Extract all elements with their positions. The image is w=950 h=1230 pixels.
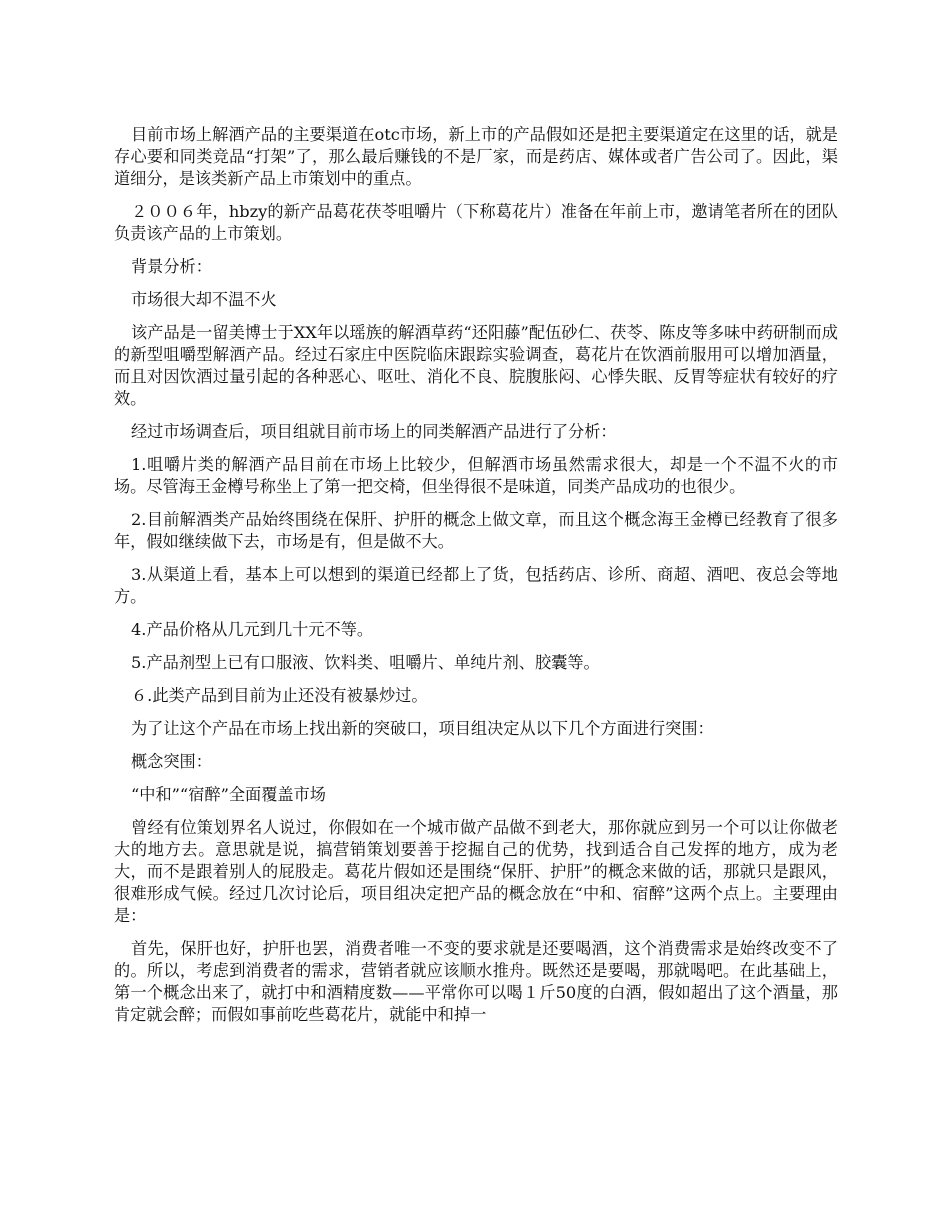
paragraph-product-launch: ２００６年，hbzy的新产品葛花茯苓咀嚼片（下称葛花片）准备在年前上市，邀请笔者所在的团队负责该产品的上市策划。 — [114, 202, 838, 243]
paragraph-first-reason: 首先，保肝也好，护肝也罢，消费者唯一不变的要求就是还要喝酒，这个消费需求是始终改变不了的。所以，考虑到消费者的需求，营销者就应该顺水推舟。既然还是要喝，那就喝吧。在此基础上，第一个概念出来了，就打中和酒精度数——平常你可以喝１斤50度的白酒，假如超出了这个酒量，那肯定就会醉；而假如事前吃些葛花片，就能中和掉一 — [114, 939, 838, 1024]
document-body — [114, 124, 838, 1037]
paragraph-product-description: 该产品是一留美博士于XX年以瑶族的解酒草药“还阳藤”配伍砂仁、茯苓、陈皮等多味中药研制而成的新型咀嚼型解酒产品。经过石家庄中医院临床跟踪实验调查，葛花片在饮酒前服用可以增加酒量，而且对因饮酒过量引起的各种恶心、呕吐、消化不良、脘腹胀闷、心悸失眠、反胃等症状有较好的疗效。 — [114, 323, 838, 408]
paragraph-intro: 目前市场上解酒产品的主要渠道在otc市场，新上市的产品假如还是把主要渠道定在这里的话，就是存心要和同类竞品“打架”了，那么最后赚钱的不是厂家，而是药店、媒体或者广告公司了。因此，渠道细分，是该类新产品上市策划中的重点。 — [114, 125, 838, 188]
list-item-6: ６.此类产品到目前为止还没有被暴炒过。 — [131, 686, 428, 705]
list-item-2: 2.目前解酒类产品始终围绕在保肝、护肝的概念上做文章，而且这个概念海王金樽已经教育了很多年，假如继续做下去，市场是有，但是做不大。 — [114, 510, 838, 551]
list-item-1: 1.咀嚼片类的解酒产品目前在市场上比较少，但解酒市场虽然需求很大，却是一个不温不火的市场。尽管海王金樽号称坐上了第一把交椅，但坐得很不是味道，同类产品成功的也很少。 — [114, 455, 838, 496]
list-item-3: 3.从渠道上看，基本上可以想到的渠道已经都上了货，包括药店、诊所、商超、酒吧、夜总会等地方。 — [114, 565, 838, 606]
subheading-neutralize-hangover: “中和”“宿醉”全面覆盖市场 — [131, 785, 326, 804]
paragraph-breakthrough: 为了让这个产品在市场上找出新的突破口，项目组决定从以下几个方面进行突围： — [131, 719, 714, 738]
paragraph-strategy: 曾经有位策划界名人说过，你假如在一个城市做产品做不到老大，那你就应到另一个可以让你做老大的地方去。意思就是说，搞营销策划要善于挖掘自己的优势，找到适合自己发挥的地方，成为老大，而不是跟着别人的屁股走。葛花片假如还是围绕“保肝、护肝”的概念来做的话，那就只是跟风，很难形成气候。经过几次讨论后，项目组决定把产品的概念放在“中和、宿醉”这两个点上。主要理由是： — [114, 818, 838, 925]
paragraph-analysis-intro: 经过市场调查后，项目组就目前市场上的同类解酒产品进行了分析： — [131, 422, 617, 441]
list-item-5: 5.产品剂型上已有口服液、饮料类、咀嚼片、单纯片剂、胶囊等。 — [131, 653, 600, 672]
subheading-market: 市场很大却不温不火 — [131, 290, 277, 309]
section-heading-concept: 概念突围： — [131, 752, 212, 771]
list-item-4: 4.产品价格从几元到几十元不等。 — [131, 620, 374, 639]
section-heading-background: 背景分析： — [131, 257, 212, 276]
